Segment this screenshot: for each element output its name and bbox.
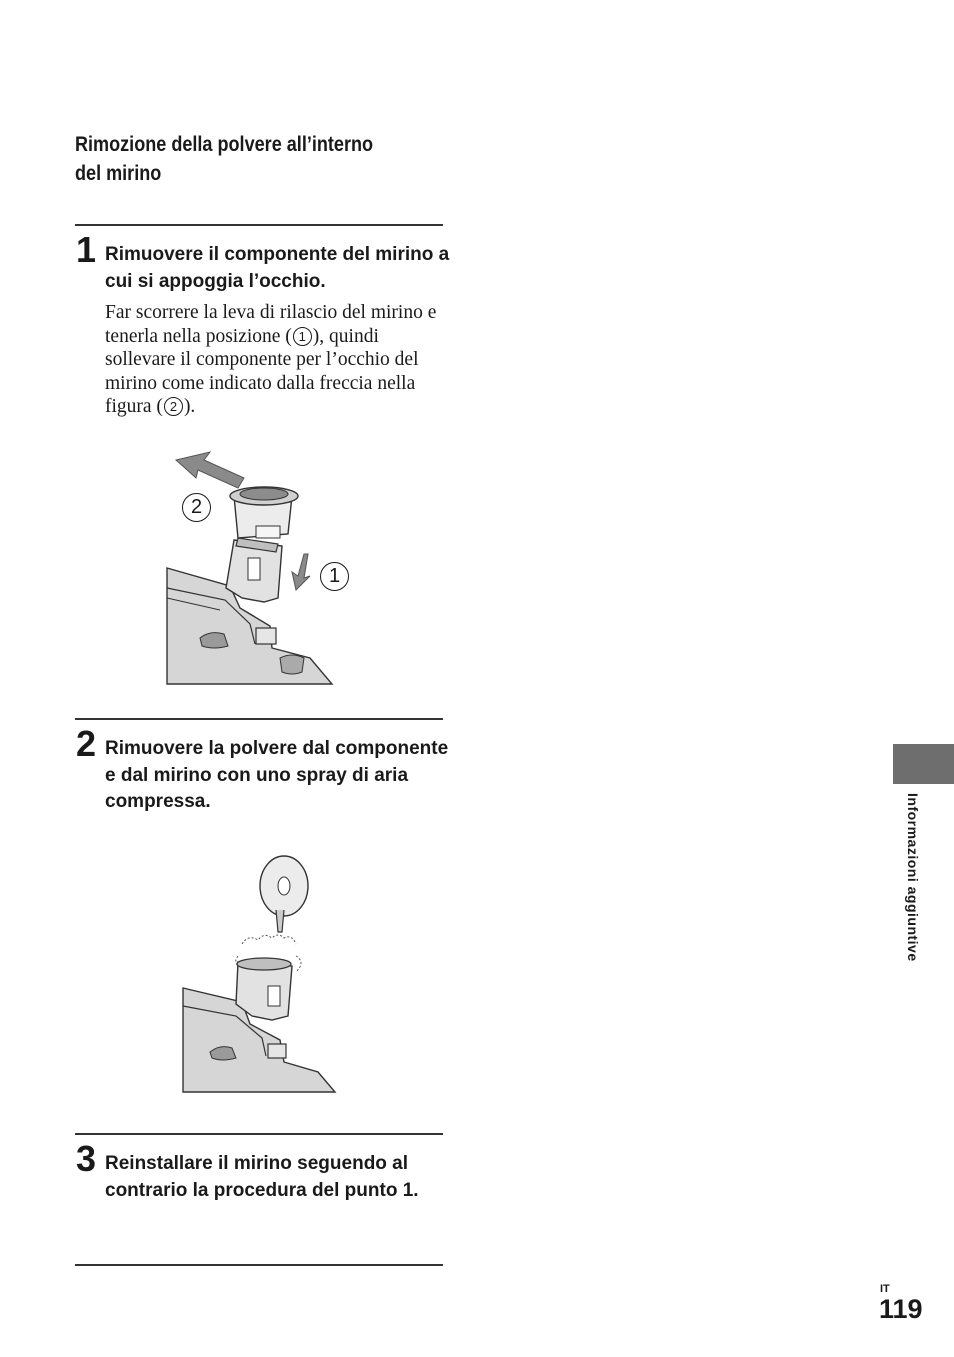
bottom-divider xyxy=(75,1264,443,1266)
step-2-number: 2 xyxy=(76,723,97,764)
figure-air-spray-cleaning xyxy=(180,852,340,1097)
step-1-body xyxy=(105,301,450,419)
step-1-heading: Rimuovere il componente del mirino a cui si appoggia l’occhio. xyxy=(105,244,450,292)
step-1-body-text-a: Far scorrere la leva di rilascio del mirino e tenerla nella posizione ( xyxy=(105,302,437,347)
step-3-number: 3 xyxy=(76,1138,97,1179)
circled-marker-1: 1 xyxy=(293,327,312,346)
step-2-heading: Rimuovere la polvere dal componente e dal mirino con uno spray di aria compressa. xyxy=(105,738,449,812)
language-code: IT xyxy=(880,1283,890,1295)
section-tab xyxy=(893,744,954,784)
section-title: Rimozione della polvere all’interno del mirino xyxy=(75,133,374,185)
callout-1: 1 xyxy=(320,562,349,591)
step-3-divider xyxy=(75,1133,443,1135)
step-3-heading: Reinstallare il mirino seguendo al contrario la procedura del punto 1. xyxy=(105,1153,419,1201)
section-side-label: Informazioni aggiuntive xyxy=(905,793,921,962)
page-number: 119 xyxy=(879,1294,923,1324)
step-1-divider xyxy=(75,224,443,226)
step-1-body-text-b: ), quindi sollevare il componente per l’occhio del mirino come indicato dalla freccia nella figura ( xyxy=(105,325,419,417)
step-1-number: 1 xyxy=(76,229,97,270)
step-2-divider xyxy=(75,718,443,720)
step-1-body-text-c: ). xyxy=(183,396,196,417)
circled-marker-2: 2 xyxy=(164,397,183,416)
callout-2: 2 xyxy=(182,493,211,522)
